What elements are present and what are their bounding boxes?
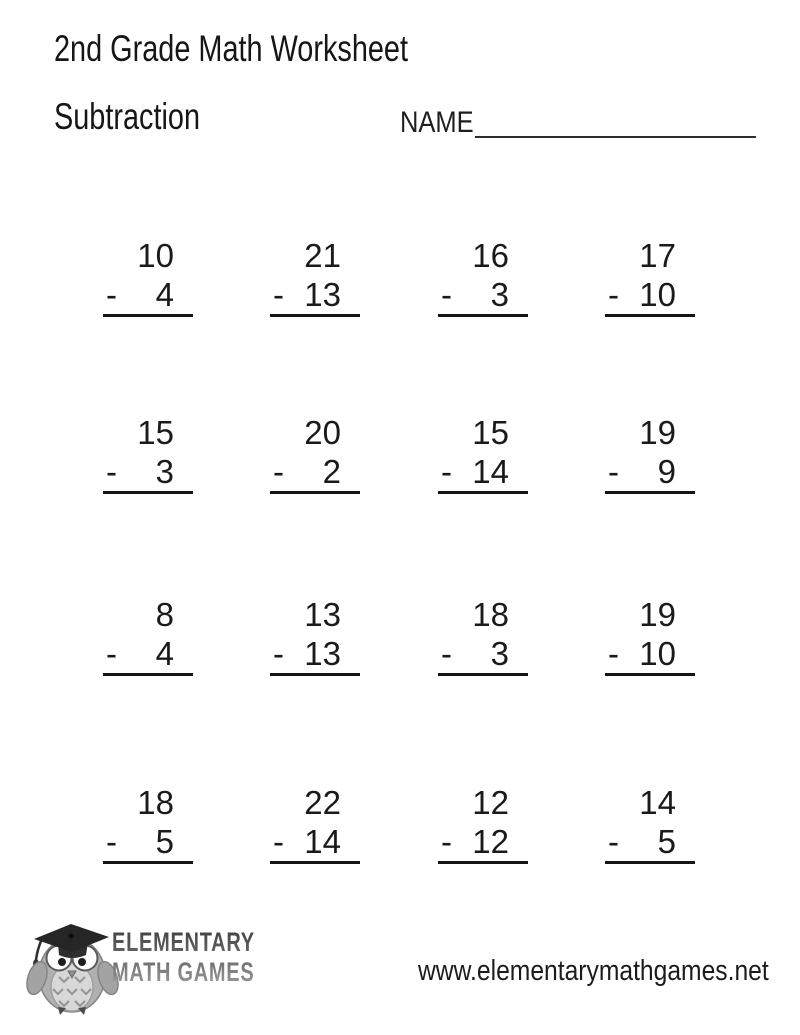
subtrahend: 5 [155,823,174,860]
minus-sign: - [106,635,117,672]
subtraction-problem [605,783,695,864]
minuend: 16 [472,237,509,274]
minuend: 15 [137,414,174,451]
subtraction-problem [438,236,528,317]
minuend: 18 [137,784,174,821]
subtrahend: 14 [304,823,341,860]
subtrahend: 13 [304,276,341,313]
page-title: 2nd Grade Math Worksheet [54,28,408,69]
subtrahend: 3 [490,276,509,313]
minus-sign: - [106,276,117,313]
logo-line1: ELEMENTARY [112,927,255,957]
minus-sign: - [273,453,284,490]
subtrahend: 5 [657,823,676,860]
subtrahend: 13 [304,635,341,672]
minus-sign: - [441,635,452,672]
subtrahend: 14 [472,453,509,490]
subtraction-problem [270,236,360,317]
minuend: 20 [304,414,341,451]
subtraction-problem [270,413,360,494]
subtraction-problem [270,783,360,864]
minus-sign: - [608,276,619,313]
minus-sign: - [273,635,284,672]
minuend: 21 [304,237,341,274]
subtrahend: 10 [639,276,676,313]
minuend: 17 [639,237,676,274]
minuend: 13 [304,596,341,633]
subtraction-problem [103,236,193,317]
logo-line2: MATH GAMES [112,957,255,987]
subtraction-problem [103,413,193,494]
name-underline [475,136,756,138]
minuend: 19 [639,596,676,633]
logo-wordmark [112,927,255,987]
subtrahend: 4 [155,276,174,313]
minuend: 10 [137,237,174,274]
subtrahend: 2 [322,453,341,490]
subtrahend: 9 [657,453,676,490]
minus-sign: - [441,823,452,860]
minuend: 8 [155,596,174,633]
minus-sign: - [608,823,619,860]
minus-sign: - [608,635,619,672]
subtraction-problem [605,413,695,494]
minuend: 22 [304,784,341,821]
subtrahend: 12 [472,823,509,860]
website-url: www.elementarymathgames.net [418,955,769,987]
minuend: 19 [639,414,676,451]
subtraction-problem [438,413,528,494]
minus-sign: - [273,276,284,313]
subtrahend: 4 [155,635,174,672]
owl-graduate-icon [26,915,119,1015]
minus-sign: - [106,823,117,860]
minus-sign: - [441,453,452,490]
subtraction-problem [438,595,528,676]
subtrahend: 3 [155,453,174,490]
minus-sign: - [273,823,284,860]
minuend: 14 [639,784,676,821]
subtraction-problem [605,595,695,676]
subtraction-problem [103,783,193,864]
minus-sign: - [441,276,452,313]
subtraction-problem [270,595,360,676]
worksheet-topic: Subtraction [54,96,200,137]
minuend: 18 [472,596,509,633]
minuend: 15 [472,414,509,451]
minus-sign: - [106,453,117,490]
subtrahend: 3 [490,635,509,672]
subtraction-problem [103,595,193,676]
minus-sign: - [608,453,619,490]
subtraction-problem [605,236,695,317]
subtrahend: 10 [639,635,676,672]
name-label: NAME [400,106,474,139]
minuend: 12 [472,784,509,821]
subtraction-problem [438,783,528,864]
